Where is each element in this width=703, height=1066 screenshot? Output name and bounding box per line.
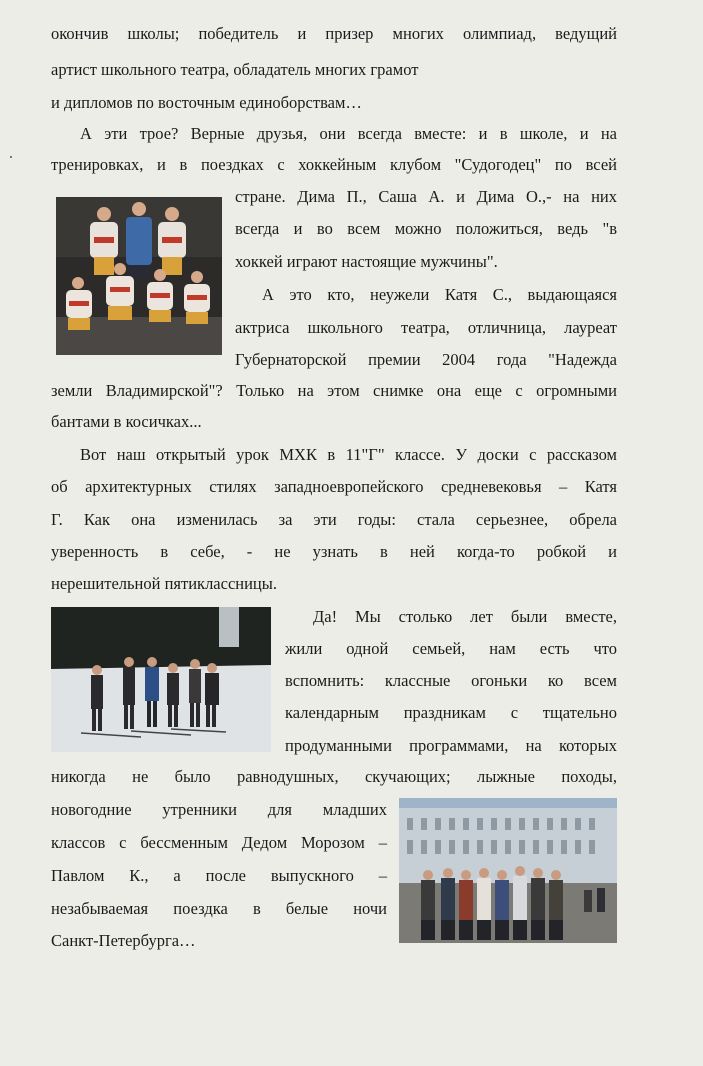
text-line: жили одной семьей, нам есть что — [285, 639, 617, 658]
text-line: бантами в косичках... — [51, 412, 202, 431]
text-line: А это кто, неужели Катя С., выдающаяся — [262, 285, 617, 304]
text-line: Губернаторской премии 2004 года "Надежда — [235, 350, 617, 369]
text-line: окончив школы; победитель и призер многих олимпиад, ведущий — [51, 24, 617, 43]
text-line: никогда не было равнодушных, скучающих; лыжные походы, — [51, 767, 617, 786]
text-line: земли Владимирской"? Только на этом снимке она еще с огромными — [51, 381, 617, 400]
text-line: об архитектурных стилях западноевропейского средневековья – Катя — [51, 477, 617, 496]
ski-trip-photo — [51, 607, 271, 752]
text-line: стране. Дима П., Саша А. и Дима О.,- на них — [235, 187, 617, 206]
text-line: незабываемая поездка в белые ночи — [51, 899, 387, 918]
text-line: уверенность в себе, - не узнать в ней когда-то робкой и — [51, 542, 617, 561]
text-line: классов с бессменным Дедом Морозом – — [51, 833, 387, 852]
text-line: Да! Мы столько лет были вместе, — [313, 607, 617, 626]
text-line: Павлом К., а после выпускного – — [51, 866, 387, 885]
text-line: нерешительной пятиклассницы. — [51, 574, 277, 593]
text-line: тренировках, и в поездках с хоккейным клубом "Судогодец" по всей — [51, 155, 617, 174]
text-line: актриса школьного театра, отличница, лауреат — [235, 318, 617, 337]
text-line: Г. Как она изменилась за эти годы: стала серьезнее, обрела — [51, 510, 617, 529]
text-line: хоккей играют настоящие мужчины". — [235, 252, 498, 271]
text-line: артист школьного театра, обладатель многих грамот — [51, 60, 419, 79]
text-line: продуманными программами, на которых — [285, 736, 617, 755]
text-line: Санкт-Петербурга… — [51, 931, 196, 950]
text-line: и дипломов по восточным единоборствам… — [51, 93, 362, 112]
text-line: календарным праздникам с тщательно — [285, 703, 617, 722]
text-line: А эти трое? Верные друзья, они всегда вместе: и в школе, и на — [80, 124, 617, 143]
text-line: новогодние утренники для младших — [51, 800, 387, 819]
text-line: вспомнить: классные огоньки ко всем — [285, 671, 617, 690]
text-line: всегда и во всем можно положиться, ведь "в — [235, 219, 617, 238]
text-line: Вот наш открытый урок МХК в 11"Г" классе. У доски с рассказом — [80, 445, 617, 464]
saint-petersburg-photo — [399, 798, 617, 943]
hockey-team-photo — [56, 197, 222, 355]
scan-speck — [10, 156, 12, 158]
